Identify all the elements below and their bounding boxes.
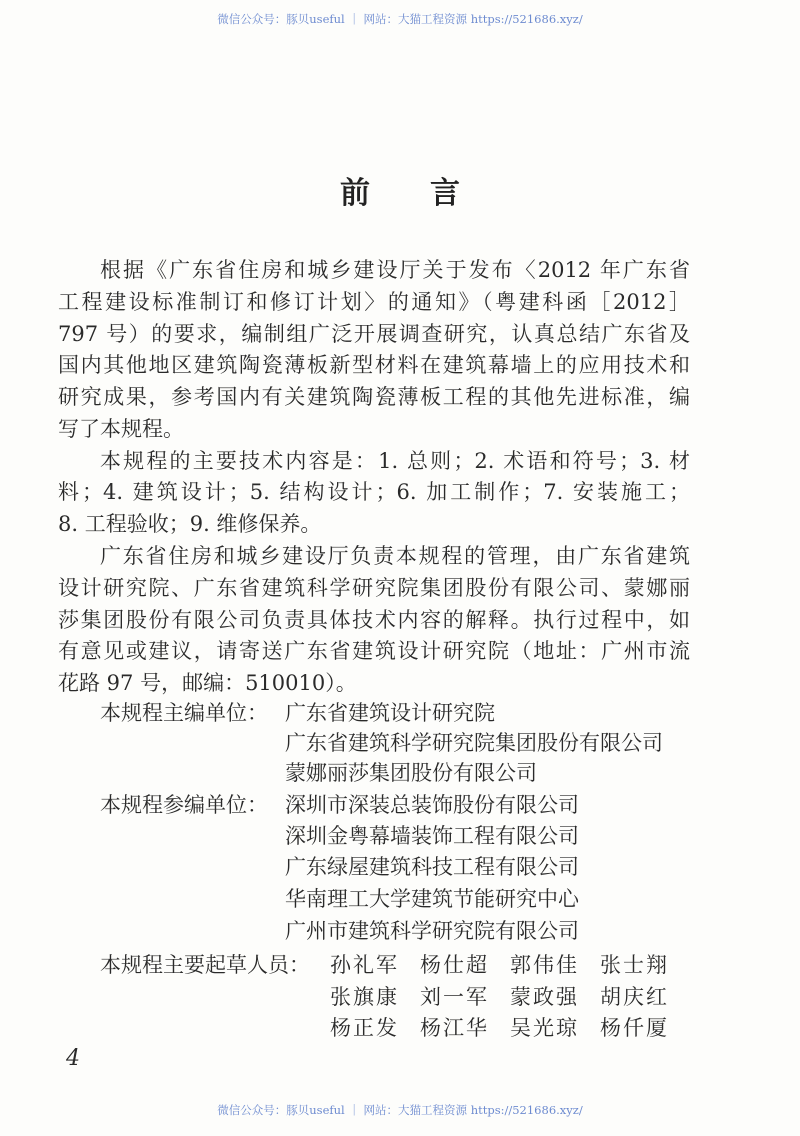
text-line: 花路 97 号，邮编：510010）。 [58,671,357,695]
text-line: 广东省住房和城乡建设厅负责本规程的管理，由广东省建筑 [100,544,690,568]
drafter-name: 张旗康 [330,985,399,1009]
chief-unit: 蒙娜丽莎集团股份有限公司 [285,761,537,785]
text-line: 写了本规程。 [58,417,184,441]
participating-unit: 华南理工大学建筑节能研究中心 [285,887,579,911]
drafter-name: 杨江华 [420,1016,489,1040]
text-line: 研究成果，参考国内有关建筑陶瓷薄板工程的其他先进标准，编 [58,385,690,409]
drafter-name: 郭伟佳 [510,953,579,977]
drafters-label: 本规程主要起草人员： [100,953,310,977]
participating-unit: 广州市建筑科学研究院有限公司 [285,919,579,943]
page-title: 前言 [340,176,520,211]
chief-unit: 广东省建筑科学研究院集团股份有限公司 [285,731,663,755]
drafter-name: 胡庆红 [600,985,669,1009]
page-number: 4 [66,1046,80,1071]
drafter-name: 杨仟厦 [600,1016,669,1040]
drafter-name: 杨仕超 [420,953,489,977]
text-line: 8. 工程验收；9. 维修保养。 [58,512,322,536]
drafter-name: 蒙政强 [510,985,579,1009]
text-line: 工程建设标准制订和修订计划〉的通知》（粤建科函［2012］ [58,290,690,314]
watermark-top: 微信公众号：豚贝useful ｜ 网站：大猫工程资源 https://521686.xyz/ [217,12,583,26]
participating-unit: 广东绿屋建筑科技工程有限公司 [285,855,579,879]
text-line: 料；4. 建筑设计；5. 结构设计；6. 加工制作；7. 安装施工； [58,480,690,504]
chief-unit: 广东省建筑设计研究院 [285,701,495,725]
participating-unit: 深圳金粤幕墙装饰工程有限公司 [285,824,579,848]
text-line: 莎集团股份有限公司负责具体技术内容的解释。执行过程中，如 [58,608,690,632]
text-line: 本规程的主要技术内容是：1. 总则；2. 术语和符号；3. 材 [100,449,690,473]
participating-units-label: 本规程参编单位： [100,793,268,817]
drafter-name: 杨正发 [330,1016,399,1040]
text-line: 797 号）的要求，编制组广泛开展调查研究，认真总结广东省及 [58,322,690,346]
drafter-name: 孙礼军 [330,953,399,977]
drafter-name: 张士翔 [600,953,669,977]
text-line: 有意见或建议，请寄送广东省建筑设计研究院（地址：广州市流 [58,639,690,663]
text-line: 根据《广东省住房和城乡建设厅关于发布〈2012 年广东省 [100,258,690,282]
participating-unit: 深圳市深装总装饰股份有限公司 [285,793,579,817]
drafter-name: 吴光琼 [510,1016,579,1040]
text-line: 国内其他地区建筑陶瓷薄板新型材料在建筑幕墙上的应用技术和 [58,353,690,377]
text-line: 设计研究院、广东省建筑科学研究院集团股份有限公司、蒙娜丽 [58,576,690,600]
watermark-bottom: 微信公众号：豚贝useful ｜ 网站：大猫工程资源 https://521686.xyz/ [217,1103,583,1117]
drafter-name: 刘一军 [420,985,489,1009]
chief-units-label: 本规程主编单位： [100,701,268,725]
